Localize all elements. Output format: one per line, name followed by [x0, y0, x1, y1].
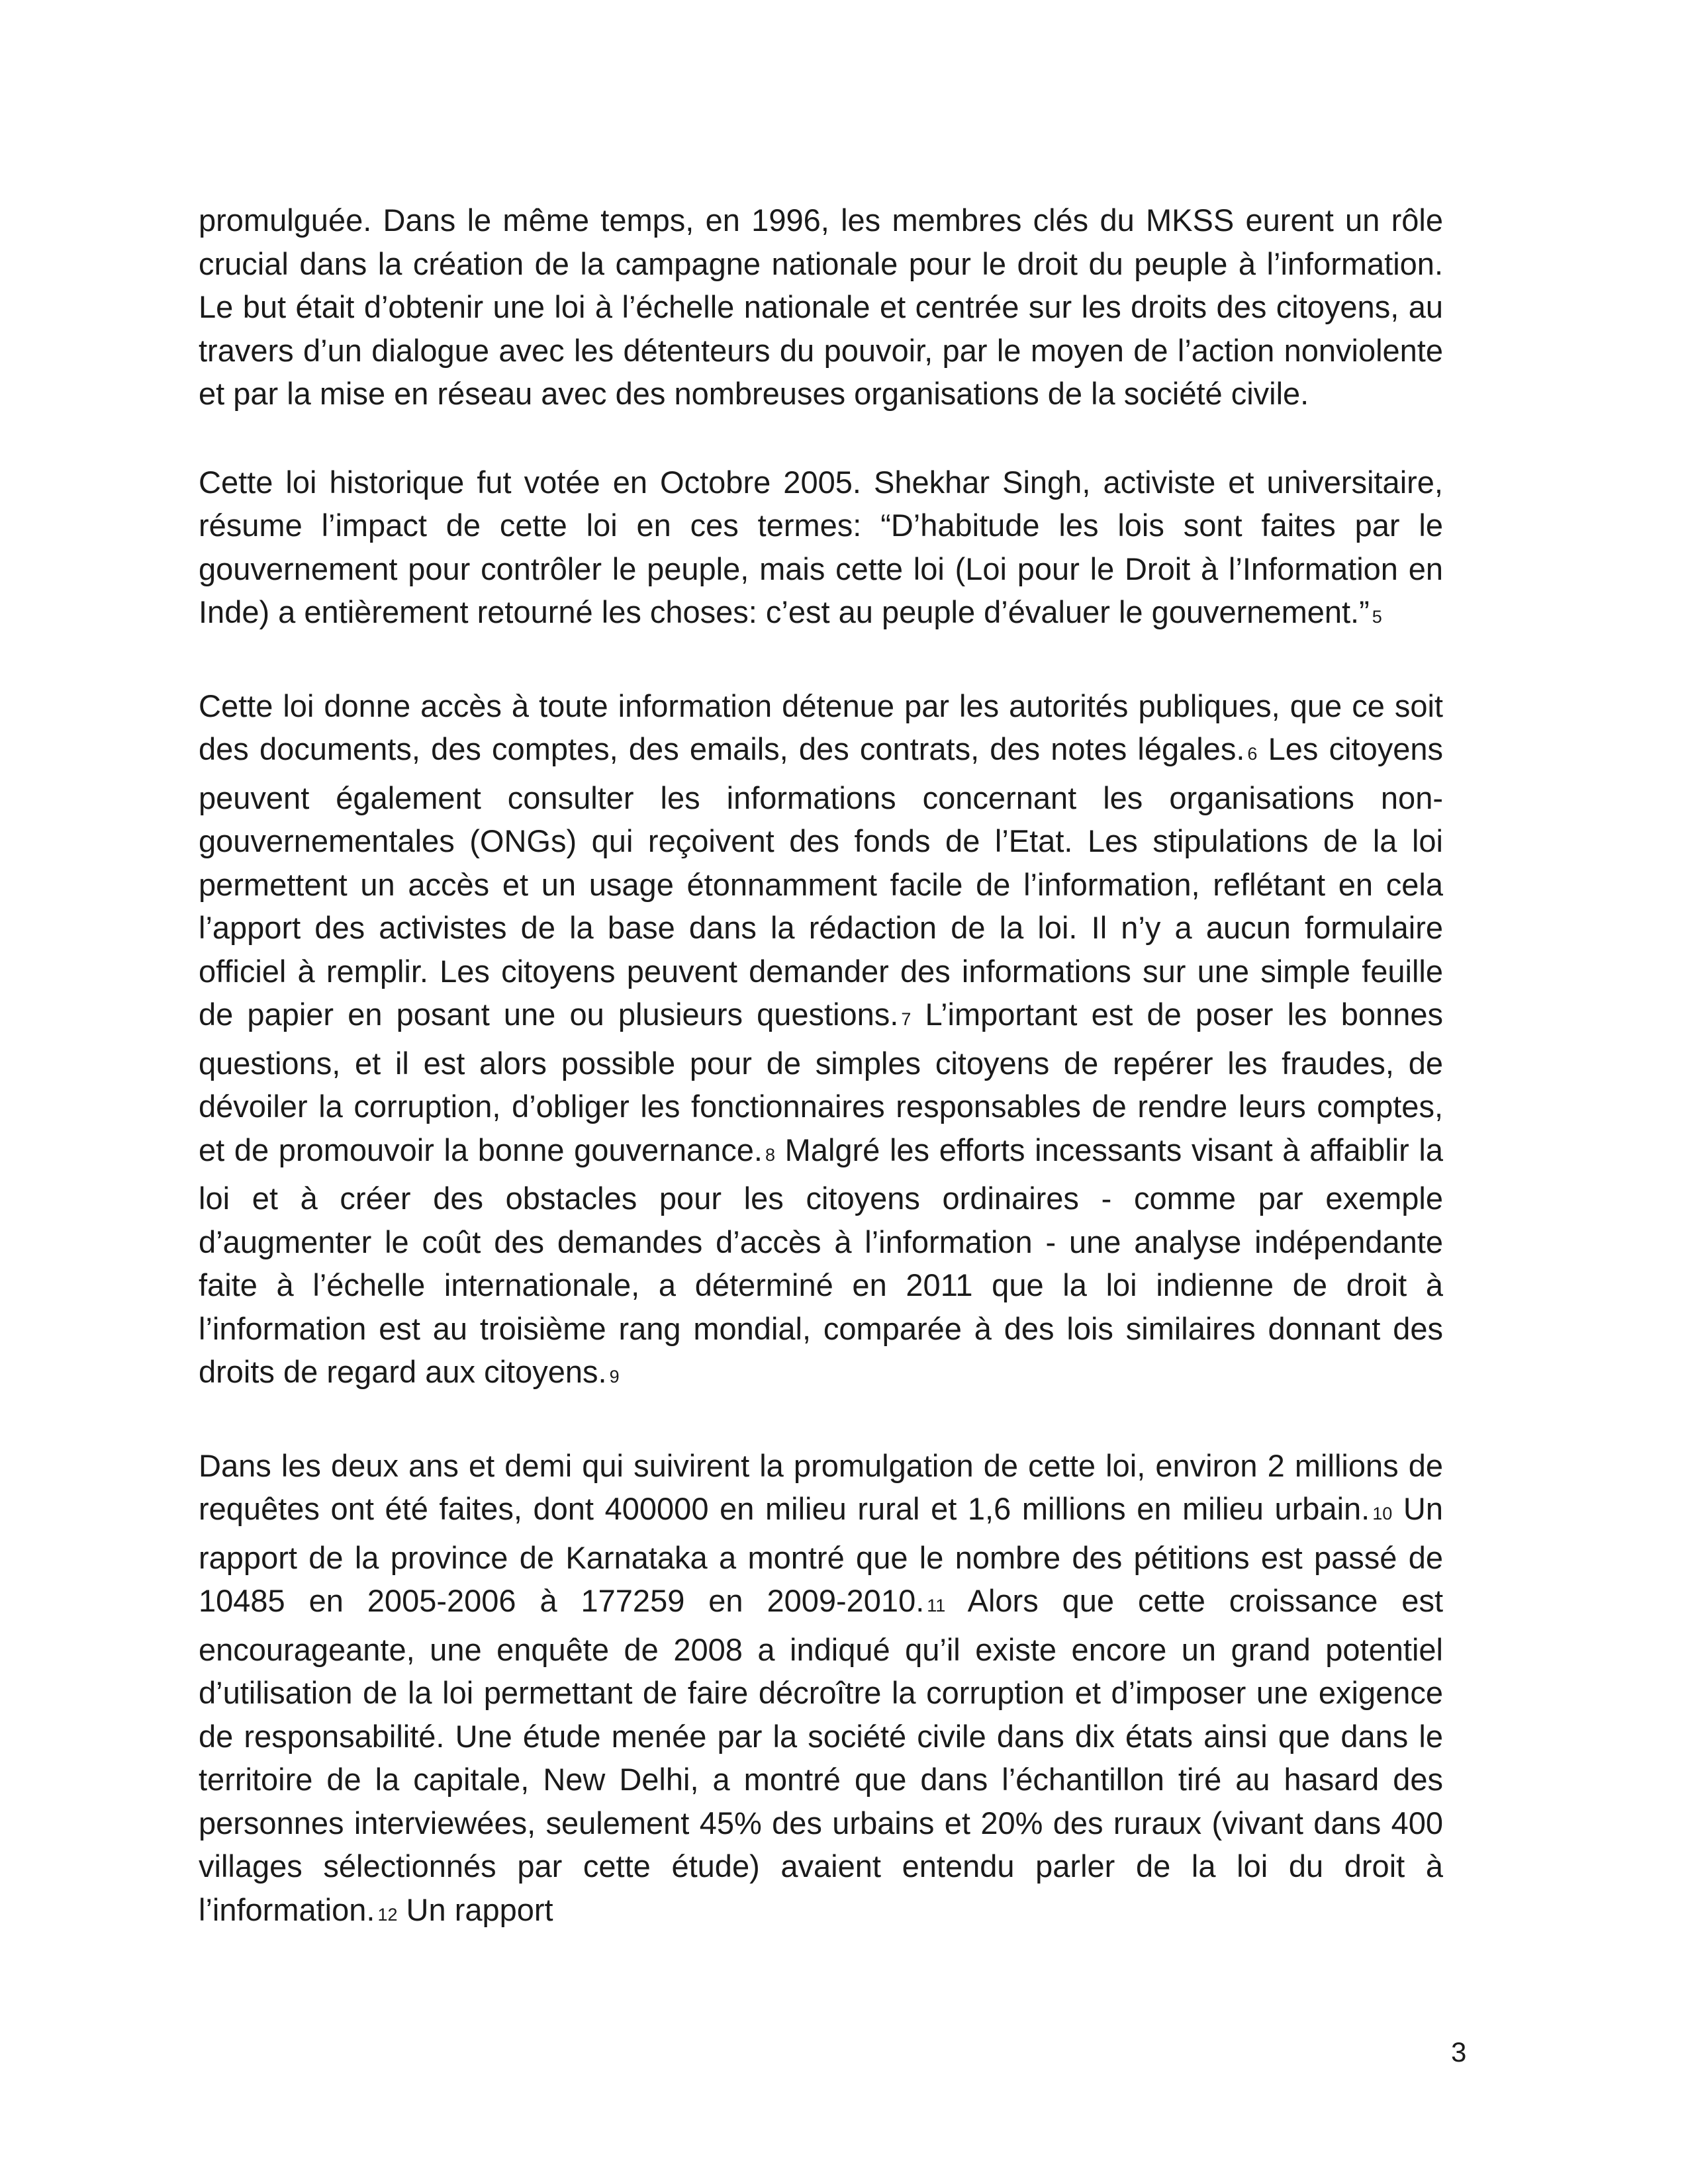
footnote-marker: 7 [901, 1009, 912, 1029]
paragraph-text: Un rapport de la province de Karnataka a montré que le nombre des pétitions est passé de 10485 en 2005-2006 à 177259 en 2009-2010. [199, 1491, 1443, 1618]
paragraph [199, 461, 1443, 639]
paragraph [199, 199, 1443, 416]
footnote-marker: 5 [1372, 607, 1382, 627]
paragraph [199, 684, 1443, 1399]
footnote-marker: 12 [377, 1904, 398, 1925]
paragraph-text: L’important est de poser les bonnes questions, et il est alors possible pour de simples citoyens de repérer les fraudes, de dévoiler la corruption, d’obliger les fonctionnaires responsables de rendre leurs comptes, et de promouvoir la bonne gouvernance. [199, 997, 1443, 1167]
body-text [199, 199, 1443, 1936]
footnote-marker: 6 [1247, 744, 1258, 764]
paragraph-text: Cette loi historique fut votée en Octobre 2005. Shekhar Singh, activiste et universitaire, résume l’impact de cette loi en ces termes: “D’habitude les lois sont faites par le gouvernement pour contrôler le peuple, mais cette loi (Loi pour le Droit à l’Information en Inde) a entièrement retourné les choses: c’est au peuple d’évaluer le gouvernement.” [199, 464, 1443, 629]
footnote-marker: 9 [609, 1367, 620, 1387]
paragraph-text: Cette loi donne accès à toute information détenue par les autorités publiques, que ce soit des documents, des comptes, des emails, des contrats, des notes légales. [199, 688, 1443, 766]
document-page [199, 199, 1443, 1981]
paragraph-text: Malgré les efforts incessants visant à affaiblir la loi et à créer des obstacles pour les citoyens ordinaires - comme par exemple d’augmenter le coût des demandes d’accès à l’information - une analyse indépendante faite à l’échelle internationale, a déterminé en 2011 que la loi indienne de droit à l’information est au troisième rang mondial, comparée à des lois similaires donnant des droits de regard aux citoyens. [199, 1132, 1443, 1389]
paragraph-text: Alors que cette croissance est encourageante, une enquête de 2008 a indiqué qu’il existe encore un grand potentiel d’utilisation de la loi permettant de faire décroître la corruption et d’imposer une exigence de responsabilité. Une étude menée par la société civile dans dix états ainsi que dans le territoire de la capitale, New Delhi, a montré que dans l’échantillon tiré au hasard des personnes interviewées, seulement 45% des urbains et 20% des ruraux (vivant dans 400 villages sélectionnés par cette étude) avaient entendu parler de la loi du droit à l’information. [199, 1583, 1444, 1927]
paragraph [199, 1444, 1443, 1937]
paragraph-text: Un rapport [397, 1891, 553, 1927]
paragraph-text: Dans les deux ans et demi qui suivirent la promulgation de cette loi, environ 2 millions de requêtes ont été faites, dont 400000 en milieu rural et 1,6 millions en milieu urbain. [199, 1447, 1443, 1526]
paragraph-text: promulguée. Dans le même temps, en 1996, les membres clés du MKSS eurent un rôle crucial dans la création de la campagne nationale pour le droit du peuple à l’information. Le but était d’obtenir une loi à l’échelle nationale et centrée sur les droits des citoyens, au travers d’un dialogue avec les détenteurs du pouvoir, par le moyen de l’action nonviolente et par la mise en réseau avec des nombreuses organisations de la société civile. [199, 203, 1443, 411]
footnote-marker: 11 [927, 1596, 946, 1615]
footnote-marker: 10 [1372, 1504, 1393, 1524]
page-number: 3 [1451, 2036, 1467, 2068]
footnote-marker: 8 [765, 1144, 775, 1165]
paragraph-text: Les citoyens peuvent également consulter les informations concernant les organisations non-gouvernementales (ONGs) qui reçoivent des fonds de l’Etat. Les stipulations de la loi permettent un accès et un usage étonnamment facile de l’information, reflétant en cela l’apport des activistes de la base dans la rédaction de la loi. Il n’y a aucun formulaire officiel à remplir. Les citoyens peuvent demander des informations sur une simple feuille de papier en posant une ou plusieurs questions. [199, 731, 1444, 1032]
